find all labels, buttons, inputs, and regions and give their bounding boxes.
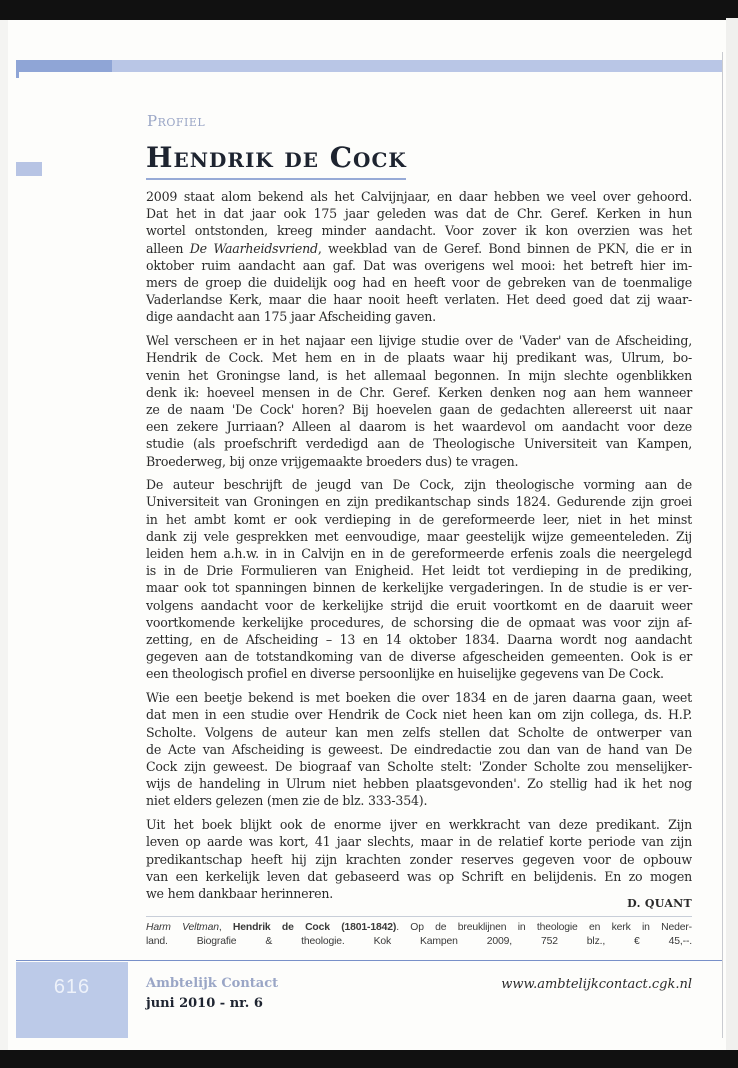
article-body (146, 188, 692, 909)
text-line: denk ik: hoeveel mensen in de Chr. Geref. Kerken denken nog aan hem wanneer (146, 384, 692, 400)
scan-top-edge (0, 0, 738, 20)
title-underline (146, 178, 406, 180)
text-line: gegeven aan de totstandkoming van de diverse afgescheiden gemeenten. Ook is er (146, 649, 692, 665)
text-line: we hem dankbaar herinneren. (146, 885, 334, 901)
text-line: dat men in een studie over Hendrik de Cock niet heen kan om zijn collega, ds. H.P. (146, 707, 692, 723)
page-number: 616 (53, 976, 91, 998)
page-title: Hendrik de Cock (146, 141, 407, 174)
text-line: een theologisch profiel en diverse persoonlijke en huiselijke gegevens van De Cock. (146, 666, 664, 682)
text-line: 2009 staat alom bekend als het Calvijnjaar, en daar hebben we veel over gehoord. (146, 189, 692, 204)
paragraph (146, 689, 692, 809)
reference-subtitle: . Op de breuklijnen in theologie en kerk in Neder- (396, 922, 692, 933)
website-url: www.ambtelijkcontact.cgk.nl (501, 977, 692, 992)
header-tick (16, 66, 19, 78)
reference-book-title: Hendrik de Cock (1801-1842) (232, 922, 397, 933)
reference-divider (146, 916, 692, 917)
text-line: wortel ontstonden, kreeg minder aandacht. Voor zover ik kon overzien was het (146, 223, 692, 239)
text-line: voortkomende kerkelijke procedures, de schorsing die de opmaat was voor zijn af- (146, 614, 692, 630)
header-band-accent (16, 60, 112, 72)
paragraph (146, 188, 692, 326)
footer-divider (16, 960, 722, 961)
text-line: Wie een beetje bekend is met boeken die over 1834 en de jaren daarna gaan, weet (146, 690, 692, 706)
text-line: in het ambt komt er ook verdieping in de gereformeerde leer, niet in het minst (146, 511, 692, 527)
text-line: een zekere Jurriaan? Alleen al daarom is het waardevol om aandacht voor deze (146, 419, 692, 435)
text-line: studie (als proefschrift verdedigd aan de Theologische Universiteit van Kampen, (146, 436, 692, 452)
reference-line: land. Biografie & theologie. Kok Kampen 2009, 752 blz., € 45,--. (146, 936, 692, 947)
reference-line (146, 921, 692, 935)
text-line: leven op aarde was kort, 41 jaar slechts, maar in de relatief korte periode van zijn (146, 834, 692, 850)
header-band (16, 60, 722, 72)
text-line: Uit het boek blijkt ook de enorme ijver en werkkracht van deze predikant. Zijn (146, 817, 692, 833)
paragraph (146, 476, 692, 682)
text-line: volgens aandacht voor de kerkelijke strijd die eruit voortkomt en de daaruit weer (146, 597, 692, 613)
text-line: Wel verscheen er in het najaar een lijvige studie over de 'Vader' van de Afscheiding, (146, 333, 692, 349)
text-line: Scholte. Volgens de auteur kan men zelfs stellen dat Scholte de ontwerper van (146, 724, 692, 740)
publication-name: De Waarheidsvriend (189, 240, 318, 256)
text-line: De auteur beschrijft de jeugd van De Cock, zijn theologische vorming aan de (146, 477, 692, 493)
text-line: oktober ruim aandacht aan gaf. Dat was overigens wel mooi: het betreft hier im- (146, 257, 692, 273)
magazine-name: Ambtelijk Contact (146, 976, 279, 991)
text-line: Universiteit van Groningen en zijn predikantschap sinds 1824. Gedurende zijn groei (146, 494, 692, 510)
page-number-box (16, 962, 128, 1038)
gutter-line (722, 52, 723, 1038)
text-line: Dat het in dat jaar ook 175 jaar geleden was dat de Chr. Geref. Kerken in hun (146, 206, 692, 222)
scan-bottom-edge (0, 1050, 738, 1068)
text-line: venin het Groningse land, is het allemaal begonnen. In mijn slechte ogenblikken (146, 367, 692, 383)
text-line: niet elders gelezen (men zie de blz. 333-354). (146, 793, 428, 809)
text-line: Broederweg, bij onze vrijgemaakte broeders dus) te vragen. (146, 453, 519, 469)
section-label: Profiel (147, 112, 206, 130)
text-line: Cock zijn geweest. De biograaf van Scholte stelt: 'Zonder Scholte zou menselijker- (146, 759, 692, 774)
text-line: predikantschap heeft hij zijn krachten zonder reserves gegeven voor de opbouw (146, 851, 692, 867)
book-reference (146, 921, 692, 949)
adjacent-page-edge (726, 18, 738, 1050)
text-line: is in de Drie Formulieren van Enigheid. Het leidt tot verdieping in de prediking, (146, 563, 692, 579)
title-marker-tab (16, 162, 42, 176)
author-signature: D. QUANT (627, 897, 692, 910)
text-line: maar ook tot spanningen binnen de kerkelijke vergaderingen. In de studie is er ver- (146, 580, 692, 596)
reference-author: Harm Veltman (146, 922, 219, 933)
text-line: leiden hem a.h.w. in in Calvijn en in de gereformeerde erfenis zoals die neergelegd (146, 546, 692, 562)
text-line: Vaderlandse Kerk, maar die haar nooit heeft verlaten. Het deed goed dat zij waar- (146, 292, 692, 308)
text-line: van een kerkelijk leven dat gebaseerd was op Schrift en belijdenis. En zo mogen (146, 868, 692, 884)
reference-separator: , (218, 922, 233, 933)
paragraph (146, 332, 692, 470)
text-line: alleen De Waarheidsvriend, weekblad van de Geref. Bond binnen de PKN, die er in (146, 240, 692, 256)
text-line: wijs de handeling in Ulrum niet hebben plaatsgevonden'. Zo stellig had ik het nog (146, 776, 692, 792)
issue-date: juni 2010 - nr. 6 (146, 996, 263, 1011)
text-line: dank zij vele gesprekken met eenvoudige, maar geestelijk wijze gemeenteleden. Zij (146, 528, 692, 544)
paragraph (146, 816, 692, 902)
text-line: dige aandacht aan 175 jaar Afscheiding gaven. (146, 309, 436, 325)
text-line: zetting, en de Afscheiding – 13 en 14 oktober 1834. Daarna wordt nog aandacht (146, 632, 692, 648)
text-line: mers de groep die duidelijk oog had en heeft voor de gebreken van de toenmalige (146, 275, 692, 291)
text-line: de Acte van Afscheiding is geweest. De eindredactie zou dan van de hand van De (146, 741, 692, 757)
text-line: ze de naam 'De Cock' horen? Bij hoevelen gaan de gedachten allereerst uit naar (146, 401, 692, 417)
text-line: Hendrik de Cock. Met hem en in de plaats waar hij predikant was, Ulrum, bo- (146, 350, 692, 366)
